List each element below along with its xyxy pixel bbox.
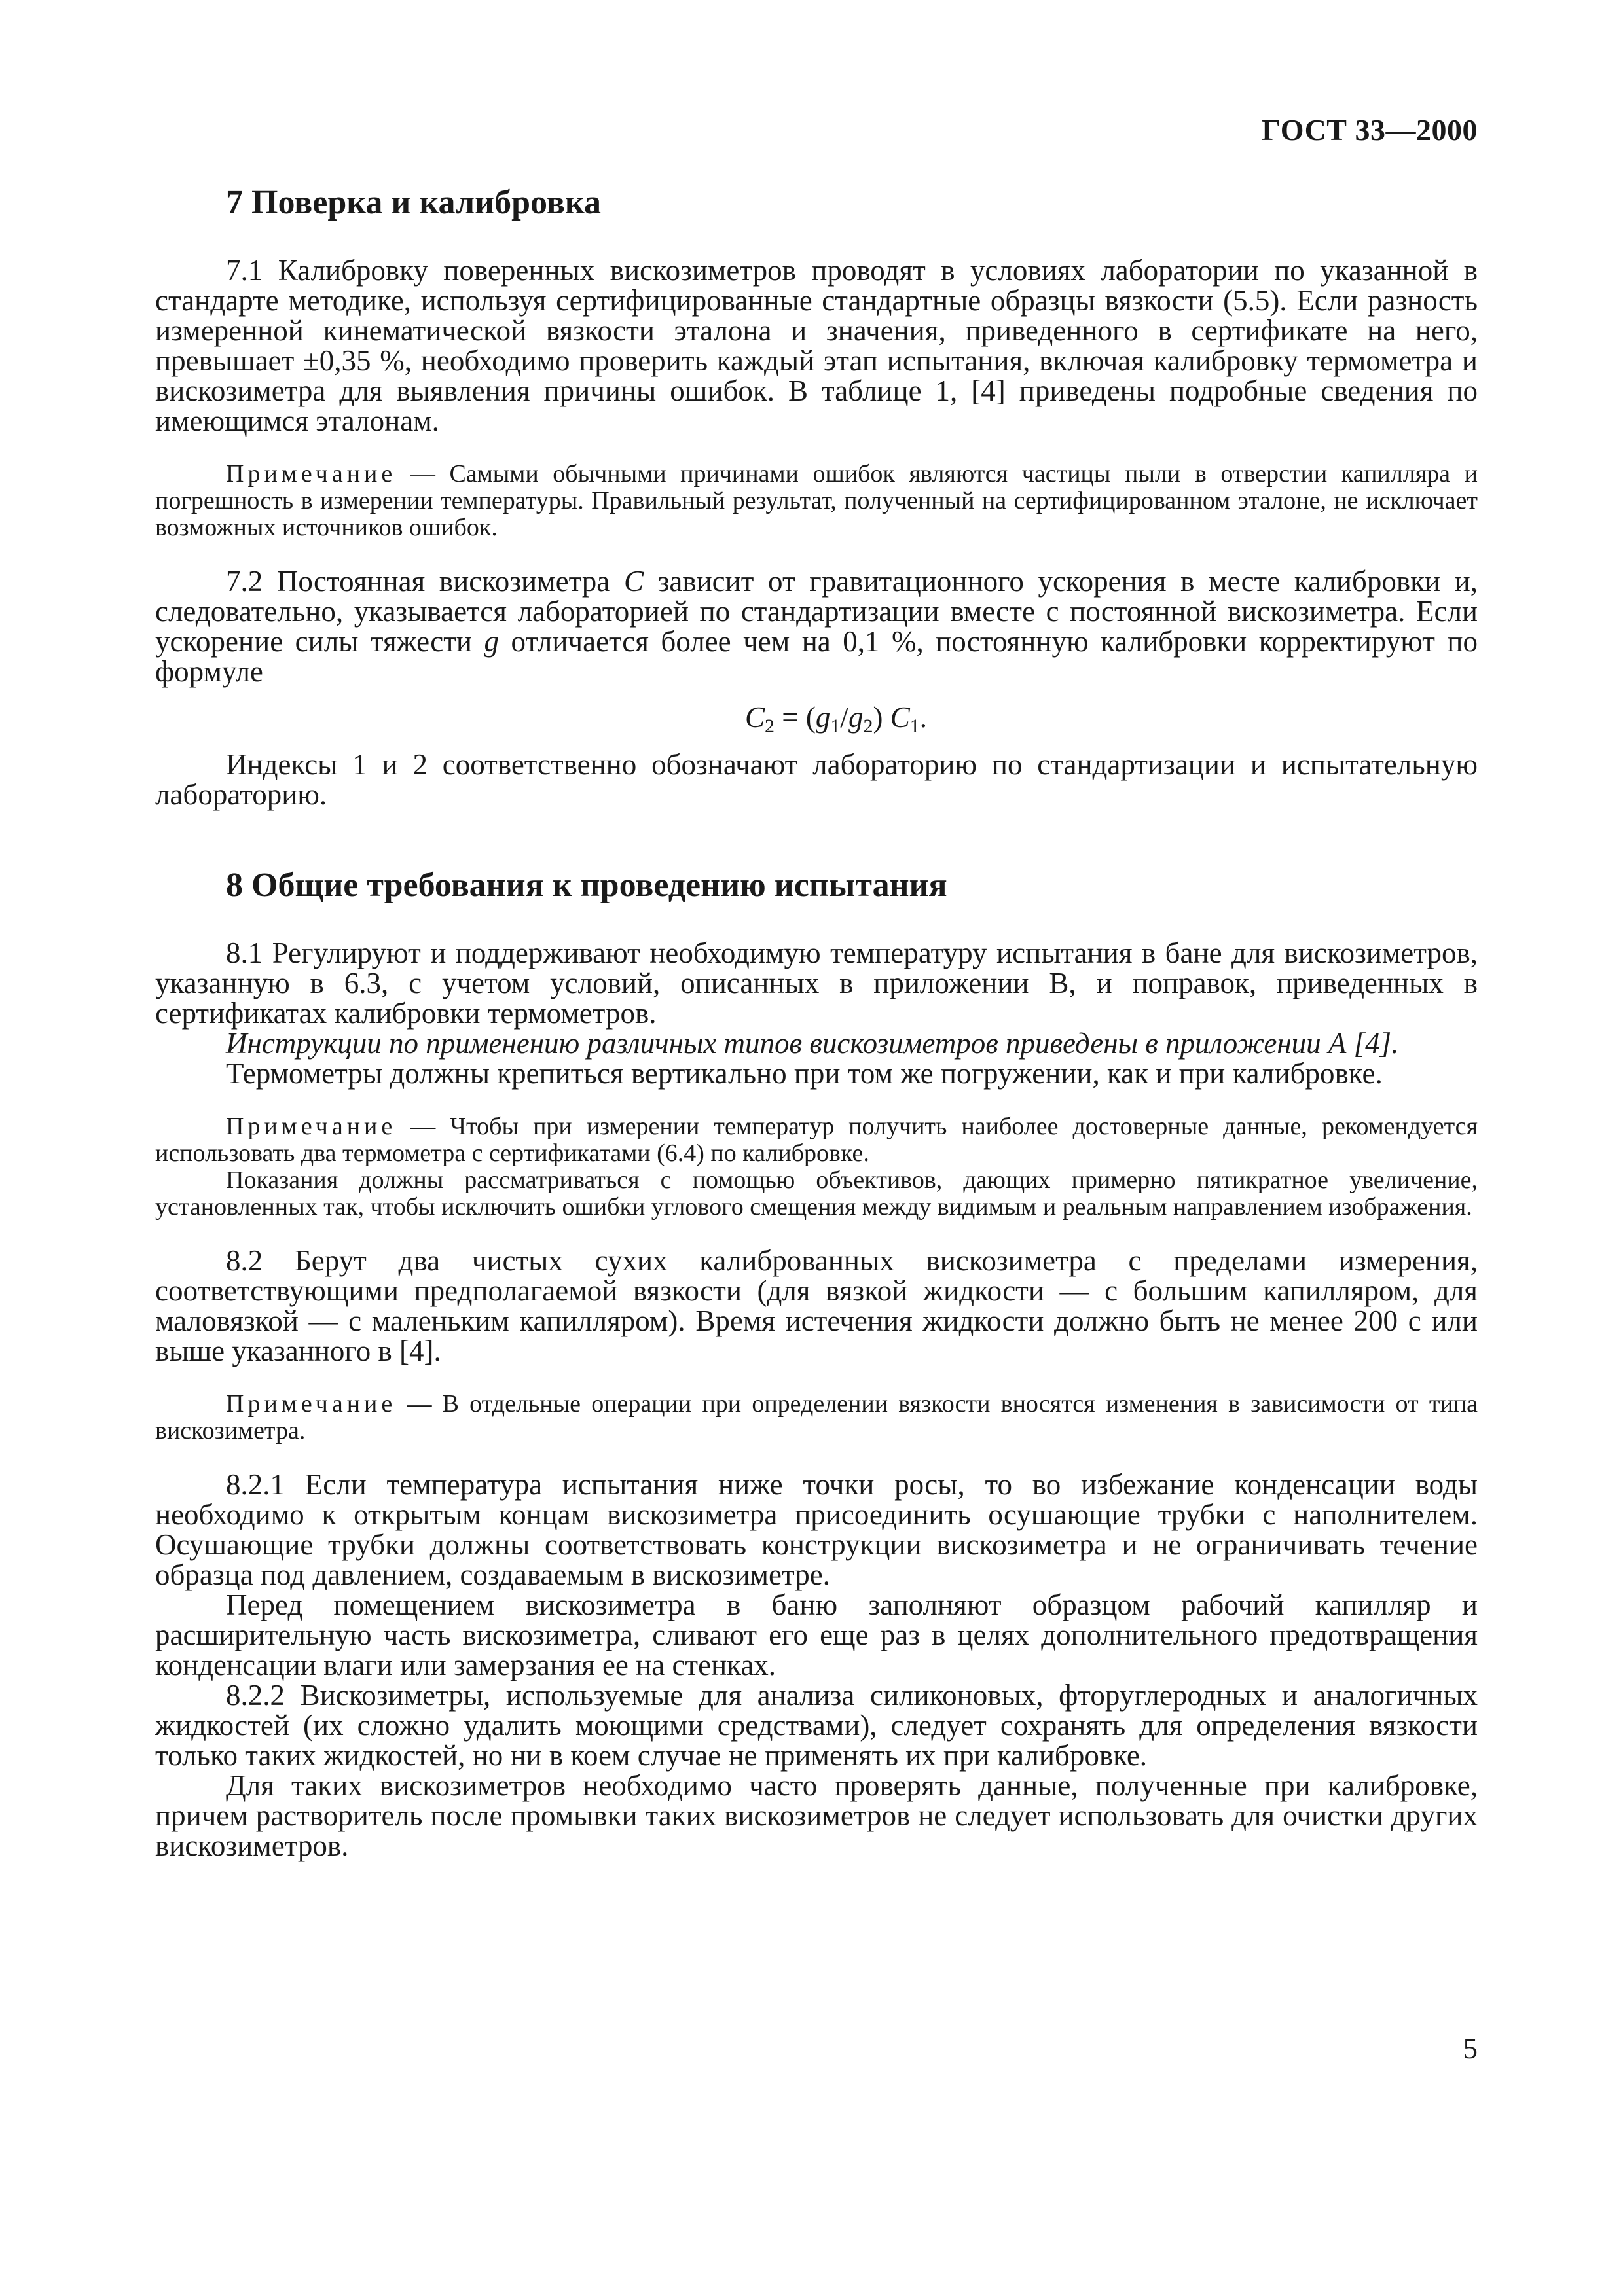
formula-sub1: 1 <box>909 715 920 737</box>
p72-text-b: зависит от гравитационного ускорения в месте калибровки и, следовательно, указывается лабораторией по стандартизации вместе с постоянной вискозиметра. Если ускорение силы тяжести <box>155 565 1478 658</box>
paragraph-8-2-2: 8.2.2 Вискозиметры, используемые для анализа силиконовых, фторуглеродных и аналогичных жидкостей (их сложно удалить моющими средствами), следует сохранять для определения вязкости только таких жидкостей, но ни в коем случае не применять их при калибровке. <box>155 1679 1478 1772</box>
note-3 <box>155 1391 1478 1444</box>
note-text: — Самыми обычными причинами ошибок являются частицы пыли в отверстии капилляра и погрешность в измерении температуры. Правильный результат, полученный на сертифицированном эталоне, не исключает возможных источников ошибок. <box>155 460 1478 541</box>
section-7-title: 7 Поверка и калибровка <box>226 184 602 221</box>
paragraph-8-1: 8.1 Регулируют и поддерживают необходимую температуру испытания в бане для вискозиметров, указанную в 6.3, с учетом условий, описанных в приложении B, и поправок, приведенных в сертификатах калибровки термометров. <box>155 937 1478 1030</box>
note-label: Примечание <box>226 1390 397 1418</box>
paragraph-7-1: 7.1 Калибровку поверенных вискозиметров проводят в условиях лаборатории по указанной в стандарте методике, используя сертифицированные стандартные образцы вязкости (5.5). Если разность измеренной кинематической вязкости эталона и значения, приведенного в сертификате на него, превышает ±0,35 %, необходимо проверить каждый этап испытания, включая калибровку термометра и вискозиметра для выявления причины ошибок. В таблице 1, [4] приведены подробные сведения по имеющимся эталонам. <box>155 254 1478 437</box>
formula-end: . <box>919 701 927 734</box>
formula-sub-g2: 2 <box>863 715 873 737</box>
note-text: — Чтобы при измерении температур получить наиболее достоверные данные, рекомендуется использовать два термометра с сертификатами (6.4) по калибровке. <box>155 1113 1478 1167</box>
formula-slash: / <box>840 701 848 734</box>
paragraph-8-2-1: 8.2.1 Если температура испытания ниже точки росы, то во избежание конденсации воды необходимо к открытым концам вискозиметра присоединить осушающие трубки с наполнителем. Осушающие трубки должны соответствовать конструкции вискозиметра и не ограничивать течение образца под давлением, создаваемым в вискозиметре. <box>155 1468 1478 1591</box>
paragraph-8-2: 8.2 Берут два чистых сухих калиброванных вискозиметра с пределами измерения, соответствующими предполагаемой вязкости (для вязкой жидкости — с большим капилляром, для маловязкой — с маленьким капилляром). Время истечения жидкости должно быть не менее 200 с или выше указанного в [4]. <box>155 1244 1478 1367</box>
note-label: Примечание <box>226 1113 397 1140</box>
paragraph-8-2-1-b: Перед помещением вискозиметра в баню заполняют образцом рабочий капилляр и расширительную часть вискозиметра, сливают его еще раз в целях дополнительного предотвращения конденсации влаги или замерзания ее на стенках. <box>155 1588 1478 1681</box>
paragraph-7-2 <box>155 566 1478 687</box>
formula-sub-g1: 1 <box>830 715 841 737</box>
page-number: 5 <box>1463 2032 1478 2065</box>
formula-g2: g <box>848 701 864 734</box>
symbol-c: C <box>623 565 644 598</box>
formula-eq: = ( <box>775 701 816 734</box>
formula-sub2: 2 <box>765 715 775 737</box>
formula-g1: g <box>815 701 831 734</box>
note-2 <box>155 1113 1478 1167</box>
formula-c1: C <box>890 701 910 734</box>
section-8-title: 8 Общие требования к проведению испытания <box>226 867 947 904</box>
paragraph-8-2-2-b: Для таких вискозиметров необходимо часто проверять данные, полученные при калибровке, причем растворитель после промывки таких вискозиметров не следует использовать для очистки других вискозиметров. <box>155 1769 1478 1862</box>
note-text: — В отдельные операции при определении вязкости вносятся изменения в зависимости от типа вискозиметра. <box>155 1390 1478 1444</box>
paragraph-indices: Индексы 1 и 2 соответственно обозначают лабораторию по стандартизации и испытательную лабораторию. <box>155 748 1478 811</box>
paragraph-8-1-italic: Инструкции по применению различных типов вискозиметров приведены в приложении А [4]. <box>226 1027 1399 1060</box>
p72-text-a: 7.2 Постоянная вискозиметра <box>226 565 624 598</box>
symbol-g: g <box>484 625 499 658</box>
note-2-b: Показания должны рассматриваться с помощью объективов, дающих примерно пятикратное увеличение, установленных так, чтобы исключить ошибки углового смещения между видимым и реальным направлением изображения. <box>155 1166 1478 1221</box>
document-header: ГОСТ 33—2000 <box>1262 113 1478 147</box>
note-1 <box>155 461 1478 541</box>
note-label: Примечание <box>226 460 397 488</box>
page-content <box>155 183 1478 1861</box>
formula <box>155 701 1478 737</box>
formula-close: ) <box>873 701 890 734</box>
p72-text-d: отличается более чем на 0,1 %, постоянную калибровки корректируют по формуле <box>155 625 1478 688</box>
paragraph-8-1-b: Термометры должны крепиться вертикально при том же погружении, как и при калибровке. <box>226 1057 1383 1090</box>
formula-c2: C <box>745 701 765 734</box>
